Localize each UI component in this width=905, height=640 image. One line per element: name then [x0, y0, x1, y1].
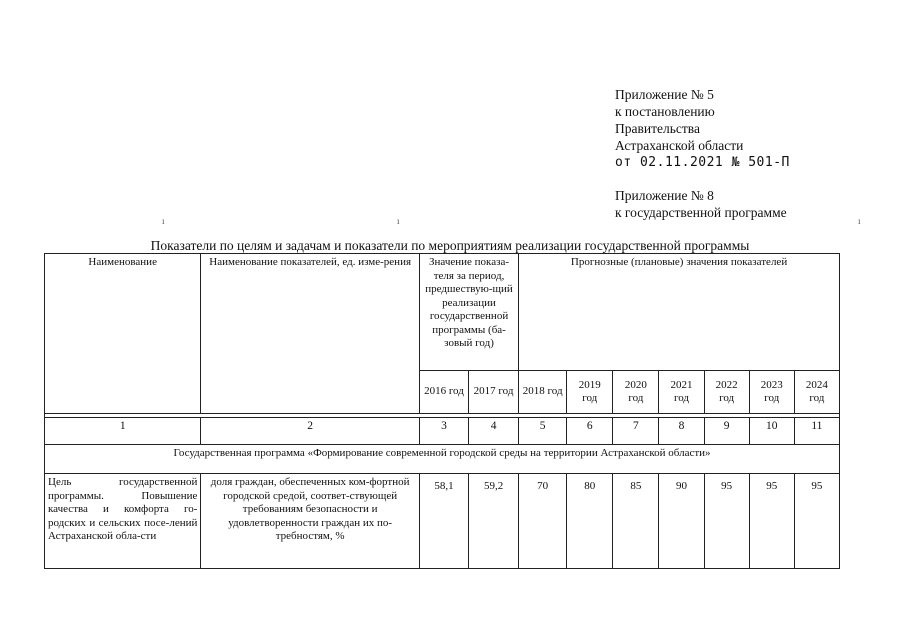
column-number: 5	[519, 418, 567, 445]
value-cell: 90	[659, 474, 704, 569]
value-cell: 58,1	[419, 474, 468, 569]
program-title-row: Государственная программа «Формирование современной городской среды на территории Астраханской области»	[45, 445, 840, 474]
year-cell: 2016 год	[419, 371, 468, 414]
appendix8-line: к государственной программе	[615, 205, 787, 220]
indicators-table	[44, 253, 840, 569]
appendix-block	[615, 86, 790, 221]
scan-mark: ı	[162, 216, 165, 226]
value-cell: 59,2	[469, 474, 519, 569]
year-cell: 2021 год	[659, 371, 704, 414]
column-number: 10	[749, 418, 794, 445]
year-cell: 2024 год	[794, 371, 839, 414]
value-cell: 80	[567, 474, 613, 569]
appendix5-date-line: от 02.11.2021 № 501-П	[615, 155, 790, 170]
appendix5-line: к постановлению	[615, 104, 715, 119]
value-cell: 85	[613, 474, 659, 569]
column-number: 3	[419, 418, 468, 445]
scan-mark: ı	[397, 216, 400, 226]
value-cell: 95	[704, 474, 749, 569]
column-number: 11	[794, 418, 839, 445]
appendix8-line: Приложение № 8	[615, 188, 714, 203]
column-number: 6	[567, 418, 613, 445]
column-number: 2	[201, 418, 420, 445]
appendix5-line: Правительства	[615, 121, 700, 136]
year-cell: 2019 год	[567, 371, 613, 414]
value-cell: 95	[794, 474, 839, 569]
appendix5-line: Астраханской области	[615, 138, 744, 153]
table-row	[45, 474, 840, 569]
page-title: Показатели по целям и задачам и показатели по мероприятиям реализации государственной программы	[150, 238, 750, 253]
appendix5-line: Приложение № 5	[615, 87, 714, 102]
year-cell: 2018 год	[519, 371, 567, 414]
year-cell: 2017 год	[469, 371, 519, 414]
header-base-value: Значение показа-теля за период, предшествую-щий реализации государственной программы (ба-зовый год)	[419, 254, 518, 371]
header-indicator-name: Наименование показателей, ед. изме-рения	[201, 254, 420, 414]
header-name: Наименование	[45, 254, 201, 414]
value-cell: 70	[519, 474, 567, 569]
column-number: 9	[704, 418, 749, 445]
column-number: 7	[613, 418, 659, 445]
year-cell: 2023 год	[749, 371, 794, 414]
goal-cell: Цель государственной программы. Повышение качества и комфорта го-родских и сельских посе-лений Астраханской обла-сти	[45, 474, 201, 569]
value-cell: 95	[749, 474, 794, 569]
year-cell: 2022 год	[704, 371, 749, 414]
year-cell: 2020 год	[613, 371, 659, 414]
column-number: 1	[45, 418, 201, 445]
scan-mark: ı	[858, 216, 861, 226]
header-forecast: Прогнозные (плановые) значения показателей	[519, 254, 840, 371]
column-number: 4	[469, 418, 519, 445]
indicator-cell: доля граждан, обеспеченных ком-фортной городской средой, соответ-ствующей требованиям безопасности и удовлетворенности граждан их по-требностям, %	[201, 474, 420, 569]
column-number: 8	[659, 418, 704, 445]
spacer	[615, 171, 790, 187]
